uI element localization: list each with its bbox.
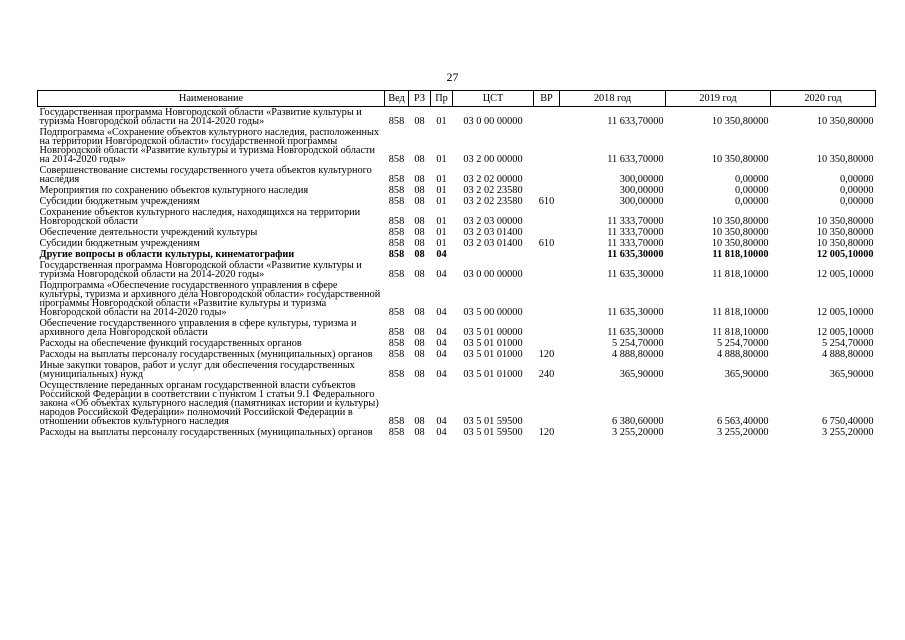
row-name: Осуществление переданных органам государственной власти субъектов Российской Федерации в соответствии с пунктом 1 статьи 9.1 Федерального закона «Об объектах культурного наследия (памятниках истории и культуры) народов Российской Федерации» полномочий Российской Федерации в отношении объектов культурного наследия bbox=[39, 380, 379, 427]
row-name: Сохранение объектов культурного наследия, находящихся на территории Новгородской области bbox=[39, 207, 361, 227]
row-rz: 08 bbox=[414, 116, 425, 127]
column-header-2018: 2018 год bbox=[560, 91, 666, 107]
row-ved: 858 bbox=[388, 416, 405, 427]
row-pr: 01 bbox=[436, 174, 447, 185]
row-rz: 08 bbox=[414, 196, 425, 207]
row-pr: 01 bbox=[436, 116, 447, 127]
row-name: Государственная программа Новгородской области «Развитие культуры и туризма Новгородской области на 2014-2020 годы» bbox=[39, 260, 362, 280]
row-amount-2020: 10 350,80000 bbox=[816, 116, 874, 127]
row-amount-2018: 11 333,70000 bbox=[607, 238, 664, 249]
row-rz: 08 bbox=[414, 427, 425, 438]
row-vr: 240 bbox=[538, 369, 555, 380]
column-header-cst: ЦСТ bbox=[453, 91, 534, 107]
row-vr bbox=[534, 260, 560, 280]
row-pr: 01 bbox=[436, 196, 447, 207]
table-row bbox=[38, 380, 876, 427]
row-amount-2018: 11 635,30000 bbox=[607, 249, 664, 260]
row-pr: 01 bbox=[436, 227, 447, 238]
row-name: Подпрограмма «Обеспечение государственного управления в сфере культуры, туризма и архивного дела Новгородской области» государственной программы Новгородской области «Развитие культуры и туризма Новгородской области на 2014-2020 годы» bbox=[39, 280, 381, 318]
row-amount-2020: 365,90000 bbox=[829, 369, 874, 380]
row-cst: 03 0 00 00000 bbox=[463, 116, 523, 127]
row-pr: 04 bbox=[436, 349, 447, 360]
row-name: Другие вопросы в области культуры, кинематографии bbox=[39, 249, 295, 260]
row-pr: 04 bbox=[436, 338, 447, 349]
row-amount-2018: 11 635,30000 bbox=[607, 327, 664, 338]
row-vr bbox=[534, 127, 560, 165]
row-pr: 01 bbox=[436, 154, 447, 165]
row-amount-2019: 3 255,20000 bbox=[717, 427, 769, 438]
row-amount-2018: 11 633,70000 bbox=[607, 116, 664, 127]
row-rz: 08 bbox=[414, 154, 425, 165]
row-ved: 858 bbox=[388, 116, 405, 127]
row-pr: 04 bbox=[436, 369, 447, 380]
row-pr: 01 bbox=[436, 185, 447, 196]
row-vr: 120 bbox=[538, 349, 555, 360]
row-amount-2020: 3 255,20000 bbox=[822, 427, 874, 438]
row-name: Обеспечение деятельности учреждений культуры bbox=[39, 227, 258, 238]
row-amount-2018: 300,00000 bbox=[619, 185, 664, 196]
row-ved: 858 bbox=[388, 174, 405, 185]
row-amount-2019: 4 888,80000 bbox=[717, 349, 769, 360]
row-cst: 03 2 00 00000 bbox=[463, 154, 523, 165]
row-name: Расходы на выплаты персоналу государственных (муниципальных) органов bbox=[39, 427, 373, 438]
page-number: 27 bbox=[446, 70, 459, 84]
row-cst: 03 5 01 59500 bbox=[463, 427, 523, 438]
row-cst: 03 5 01 01000 bbox=[463, 349, 523, 360]
row-amount-2018: 11 333,70000 bbox=[607, 227, 664, 238]
row-rz: 08 bbox=[414, 338, 425, 349]
row-name: Субсидии бюджетным учреждениям bbox=[39, 196, 200, 207]
row-amount-2019: 0,00000 bbox=[735, 196, 769, 207]
row-cst: 03 2 02 23580 bbox=[463, 196, 523, 207]
row-amount-2019: 11 818,10000 bbox=[712, 269, 769, 280]
row-pr: 04 bbox=[436, 327, 447, 338]
row-rz: 08 bbox=[414, 227, 425, 238]
table-row bbox=[38, 238, 876, 249]
row-cst: 03 5 01 59500 bbox=[463, 416, 523, 427]
table-row bbox=[38, 127, 876, 165]
table-row bbox=[38, 165, 876, 185]
row-amount-2018: 3 255,20000 bbox=[612, 427, 664, 438]
row-amount-2020: 6 750,40000 bbox=[822, 416, 874, 427]
row-ved: 858 bbox=[388, 216, 405, 227]
row-pr: 01 bbox=[436, 238, 447, 249]
row-amount-2020: 10 350,80000 bbox=[816, 154, 874, 165]
row-cst bbox=[453, 249, 534, 260]
column-header-pr: Пр bbox=[431, 91, 453, 107]
table-row bbox=[38, 207, 876, 227]
table-row bbox=[38, 249, 876, 260]
row-vr bbox=[534, 318, 560, 338]
row-amount-2019: 11 818,10000 bbox=[712, 307, 769, 318]
row-amount-2019: 0,00000 bbox=[735, 185, 769, 196]
table-row bbox=[38, 185, 876, 196]
row-amount-2019: 365,90000 bbox=[724, 369, 769, 380]
column-header-vr: ВР bbox=[534, 91, 560, 107]
row-pr: 04 bbox=[436, 269, 447, 280]
row-amount-2019: 11 818,10000 bbox=[712, 327, 769, 338]
row-amount-2019: 5 254,70000 bbox=[717, 338, 769, 349]
row-ved: 858 bbox=[388, 238, 405, 249]
table-row bbox=[38, 227, 876, 238]
row-rz: 08 bbox=[414, 416, 425, 427]
table-header-row bbox=[38, 91, 876, 107]
table-row bbox=[38, 107, 876, 128]
row-pr: 04 bbox=[436, 427, 447, 438]
row-vr: 120 bbox=[538, 427, 555, 438]
row-amount-2019: 10 350,80000 bbox=[711, 238, 769, 249]
row-name: Расходы на выплаты персоналу государственных (муниципальных) органов bbox=[39, 349, 373, 360]
row-amount-2018: 6 380,60000 bbox=[612, 416, 664, 427]
row-amount-2020: 12 005,10000 bbox=[816, 269, 874, 280]
row-pr: 04 bbox=[436, 307, 447, 318]
row-cst: 03 2 02 23580 bbox=[463, 185, 523, 196]
row-cst: 03 0 00 00000 bbox=[463, 269, 523, 280]
row-ved: 858 bbox=[388, 154, 405, 165]
column-header-ved: Вед bbox=[385, 91, 409, 107]
table-row bbox=[38, 280, 876, 318]
row-amount-2018: 11 333,70000 bbox=[607, 216, 664, 227]
row-amount-2018: 300,00000 bbox=[619, 174, 664, 185]
row-name: Подпрограмма «Сохранение объектов культурного наследия, расположенных на территории Новгородской области» государственной программы Новгородской области «Развитие культуры и туризма Новгородской области на 2014-2020 годы» bbox=[39, 127, 380, 165]
row-vr bbox=[534, 280, 560, 318]
row-vr bbox=[534, 107, 560, 128]
row-amount-2020: 0,00000 bbox=[840, 174, 874, 185]
row-ved: 858 bbox=[388, 427, 405, 438]
row-amount-2018: 11 633,70000 bbox=[607, 154, 664, 165]
row-amount-2019: 6 563,40000 bbox=[717, 416, 769, 427]
row-amount-2018: 365,90000 bbox=[619, 369, 664, 380]
column-header-rz: РЗ bbox=[409, 91, 431, 107]
column-header-2019: 2019 год bbox=[666, 91, 771, 107]
row-vr bbox=[534, 207, 560, 227]
row-pr: 04 bbox=[436, 416, 447, 427]
row-cst: 03 2 03 00000 bbox=[463, 216, 523, 227]
row-cst: 03 5 00 00000 bbox=[463, 307, 523, 318]
row-amount-2020: 10 350,80000 bbox=[816, 227, 874, 238]
table-row bbox=[38, 318, 876, 338]
row-rz: 08 bbox=[414, 307, 425, 318]
row-rz: 08 bbox=[414, 369, 425, 380]
row-pr: 04 bbox=[436, 249, 447, 260]
table-row bbox=[38, 349, 876, 360]
row-ved: 858 bbox=[388, 269, 405, 280]
row-cst: 03 5 01 00000 bbox=[463, 327, 523, 338]
row-amount-2019: 11 818,10000 bbox=[712, 249, 769, 260]
row-rz: 08 bbox=[414, 185, 425, 196]
row-amount-2018: 300,00000 bbox=[619, 196, 664, 207]
row-vr bbox=[534, 165, 560, 185]
row-amount-2020: 12 005,10000 bbox=[816, 307, 874, 318]
table-row bbox=[38, 360, 876, 380]
row-vr bbox=[534, 185, 560, 196]
row-vr: 610 bbox=[538, 238, 555, 249]
row-amount-2020: 4 888,80000 bbox=[822, 349, 874, 360]
row-ved: 858 bbox=[388, 369, 405, 380]
row-vr bbox=[534, 338, 560, 349]
row-amount-2020: 5 254,70000 bbox=[822, 338, 874, 349]
row-vr bbox=[534, 249, 560, 260]
row-name: Совершенствование системы государственного учета объектов культурного наследия bbox=[39, 165, 372, 185]
row-name: Иные закупки товаров, работ и услуг для обеспечения государственных (муниципальных) нужд bbox=[39, 360, 355, 380]
row-cst: 03 2 03 01400 bbox=[463, 238, 523, 249]
row-vr bbox=[534, 380, 560, 427]
row-ved: 858 bbox=[388, 349, 405, 360]
row-rz: 08 bbox=[414, 174, 425, 185]
row-rz: 08 bbox=[414, 327, 425, 338]
row-ved: 858 bbox=[388, 249, 405, 260]
row-name: Обеспечение государственного управления в сфере культуры, туризма и архивного дела Новгородской области bbox=[39, 318, 357, 338]
row-amount-2020: 12 005,10000 bbox=[816, 327, 874, 338]
row-ved: 858 bbox=[388, 185, 405, 196]
row-amount-2019: 10 350,80000 bbox=[711, 216, 769, 227]
column-header-name: Наименование bbox=[38, 91, 385, 107]
row-amount-2019: 10 350,80000 bbox=[711, 154, 769, 165]
table-row bbox=[38, 260, 876, 280]
row-cst: 03 5 01 01000 bbox=[463, 338, 523, 349]
row-amount-2018: 11 635,30000 bbox=[607, 269, 664, 280]
row-name: Мероприятия по сохранению объектов культурного наследия bbox=[39, 185, 309, 196]
row-rz: 08 bbox=[414, 238, 425, 249]
row-amount-2019: 10 350,80000 bbox=[711, 116, 769, 127]
row-ved: 858 bbox=[388, 196, 405, 207]
row-amount-2020: 10 350,80000 bbox=[816, 238, 874, 249]
row-rz: 08 bbox=[414, 269, 425, 280]
row-amount-2019: 10 350,80000 bbox=[711, 227, 769, 238]
row-vr bbox=[534, 227, 560, 238]
table-row bbox=[38, 427, 876, 438]
row-amount-2020: 12 005,10000 bbox=[816, 249, 874, 260]
row-name: Государственная программа Новгородской области «Развитие культуры и туризма Новгородской области на 2014-2020 годы» bbox=[39, 107, 362, 127]
row-rz: 08 bbox=[414, 249, 425, 260]
table-body bbox=[38, 107, 876, 439]
column-header-2020: 2020 год bbox=[771, 91, 876, 107]
row-ved: 858 bbox=[388, 227, 405, 238]
row-amount-2020: 0,00000 bbox=[840, 196, 874, 207]
row-ved: 858 bbox=[388, 338, 405, 349]
row-amount-2018: 11 635,30000 bbox=[607, 307, 664, 318]
row-amount-2018: 4 888,80000 bbox=[612, 349, 664, 360]
row-rz: 08 bbox=[414, 349, 425, 360]
row-vr: 610 bbox=[538, 196, 555, 207]
budget-table bbox=[37, 90, 876, 438]
row-amount-2018: 5 254,70000 bbox=[612, 338, 664, 349]
table-row bbox=[38, 338, 876, 349]
row-amount-2020: 10 350,80000 bbox=[816, 216, 874, 227]
row-rz: 08 bbox=[414, 216, 425, 227]
row-amount-2019: 0,00000 bbox=[735, 174, 769, 185]
table-row bbox=[38, 196, 876, 207]
row-name: Расходы на обеспечение функций государственных органов bbox=[39, 338, 302, 349]
row-name: Субсидии бюджетным учреждениям bbox=[39, 238, 200, 249]
row-cst: 03 2 03 01400 bbox=[463, 227, 523, 238]
row-cst: 03 2 02 00000 bbox=[463, 174, 523, 185]
row-ved: 858 bbox=[388, 327, 405, 338]
row-amount-2020: 0,00000 bbox=[840, 185, 874, 196]
row-cst: 03 5 01 01000 bbox=[463, 369, 523, 380]
row-ved: 858 bbox=[388, 307, 405, 318]
row-pr: 01 bbox=[436, 216, 447, 227]
